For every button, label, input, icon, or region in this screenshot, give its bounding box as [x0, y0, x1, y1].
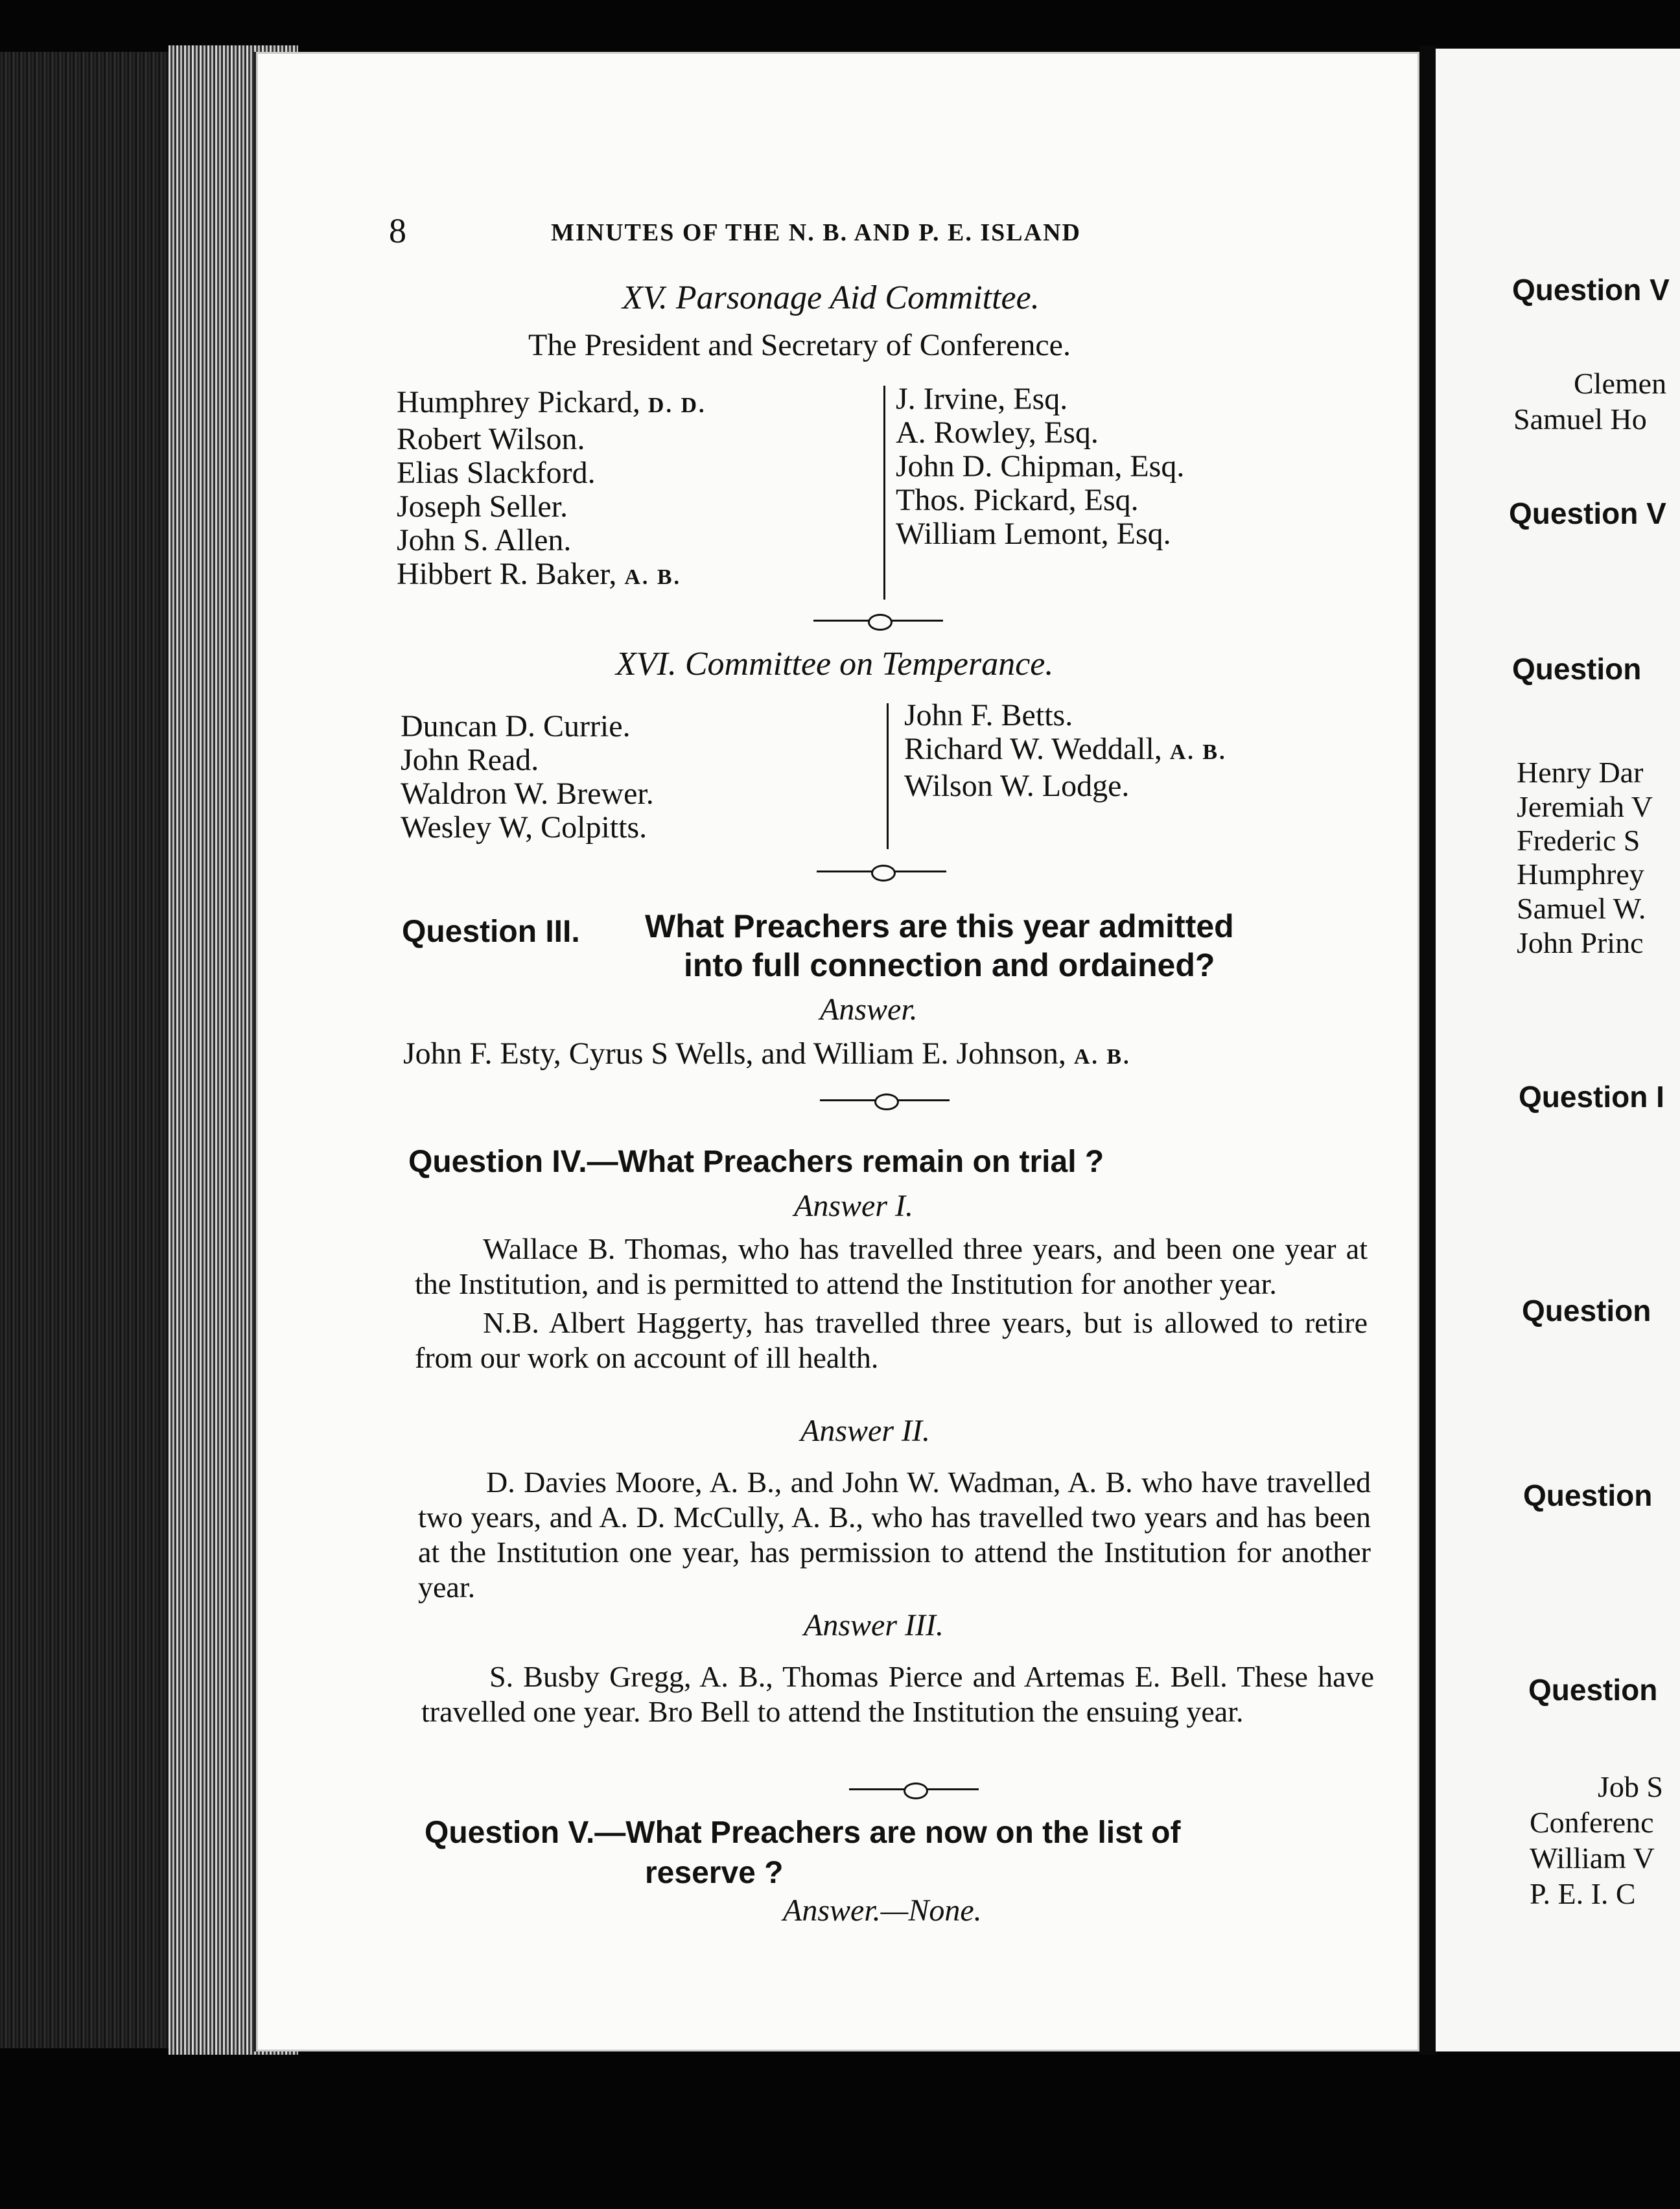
ornament-divider [813, 613, 943, 628]
list-item: Waldron W. Brewer. [401, 777, 654, 811]
right-page-line: Clemen [1574, 367, 1667, 400]
question-4-answer2-label: Answer II. [800, 1414, 930, 1448]
right-page-question: Question [1528, 1673, 1658, 1707]
question-5-line2: reserve ? [645, 1856, 784, 1890]
right-page-question: Question [1522, 1294, 1651, 1327]
list-item: Hibbert R. Baker, A. B. [397, 557, 682, 591]
page-number: 8 [389, 211, 406, 250]
right-page-question: Question [1512, 652, 1642, 686]
section-xv-left-list [397, 386, 706, 594]
paragraph: N.B. Albert Haggerty, has travelled three years, but is allowed to retire from our work on account of ill health. [415, 1306, 1368, 1374]
list-item: Robert Wilson. [397, 422, 585, 456]
section-xv-title: XV. Parsonage Aid Committee. [622, 279, 1040, 316]
right-page-question: Question I [1519, 1080, 1664, 1114]
right-page-line: Job S [1598, 1770, 1663, 1803]
question-4-answer1 [415, 1232, 1368, 1375]
question-5-line1: Question V.—What Preachers are now on the list of [425, 1816, 1181, 1850]
column-divider [883, 386, 885, 600]
list-item: Thos. Pickard, Esq. [896, 483, 1139, 517]
question-4-answer2 [418, 1465, 1371, 1605]
paragraph: S. Busby Gregg, A. B., Thomas Pierce and Artemas E. Bell. These have travelled one year. Bro Bell to attend the Institution the ensuing year. [421, 1660, 1374, 1728]
question-4-answer3-label: Answer III. [804, 1608, 944, 1642]
section-xvi-title: XVI. Committee on Temperance. [616, 646, 1054, 683]
question-3-line1: What Preachers are this year admitted [645, 908, 1234, 944]
right-page-question: Question [1523, 1479, 1653, 1512]
question-3-answer-label: Answer. [820, 992, 918, 1027]
question-3-label: Question III. [402, 915, 580, 949]
section-xvi-left-list [401, 710, 654, 845]
right-page-question: Question V [1512, 273, 1670, 307]
list-item: Joseph Seller. [397, 489, 568, 524]
section-xvi-right-list [904, 699, 1227, 803]
right-page-line: John Princ [1517, 926, 1644, 959]
list-item: William Lemont, Esq. [896, 517, 1171, 551]
ornament-divider [820, 1092, 950, 1108]
ornament-divider [849, 1781, 979, 1797]
list-item: Humphrey Pickard, D. D. [397, 385, 706, 419]
list-item: Richard W. Weddall, A. B. [904, 732, 1227, 766]
question-5-answer: Answer.—None. [783, 1893, 982, 1928]
question-4-answer3 [421, 1659, 1374, 1729]
right-page [1436, 49, 1680, 2051]
list-item: John F. Betts. [904, 698, 1073, 732]
ornament-divider [817, 863, 946, 879]
list-item: John S. Allen. [397, 523, 572, 557]
right-page-line: P. E. I. C [1530, 1877, 1636, 1910]
right-page-line: Henry Dar [1517, 756, 1644, 789]
list-item: Wesley W, Colpitts. [401, 810, 648, 845]
list-item: John Read. [401, 743, 539, 777]
right-page-line: Samuel Ho [1513, 403, 1647, 436]
book-gutter [1419, 45, 1436, 2055]
list-item: John D. Chipman, Esq. [896, 449, 1185, 484]
question-3-answer: John F. Esty, Cyrus S Wells, and William E. Johnson, A. B. [403, 1036, 1131, 1071]
question-3-line2: into full connection and ordained? [684, 947, 1215, 983]
right-page-line: Frederic S [1517, 824, 1640, 857]
question-4-title: Question IV.—What Preachers remain on trial ? [408, 1145, 1104, 1179]
right-page-line: William V [1530, 1841, 1655, 1875]
list-item: J. Irvine, Esq. [896, 382, 1068, 416]
list-item: A. Rowley, Esq. [896, 415, 1099, 450]
paragraph: D. Davies Moore, A. B., and John W. Wadman, A. B. who have travelled two years, and A. D. McCully, A. B., who has travelled two years and has been at the Institution one year, has permission to attend the Institution for another year. [418, 1466, 1371, 1604]
right-page-question: Question V [1509, 497, 1666, 530]
running-head: MINUTES OF THE N. B. AND P. E. ISLAND [551, 219, 1081, 246]
question-4-answer1-label: Answer I. [794, 1189, 913, 1223]
list-item: Duncan D. Currie. [401, 709, 631, 743]
page-header [389, 211, 1361, 256]
section-xv-right-list [896, 382, 1184, 551]
section-xv-subtitle: The President and Secretary of Conference. [528, 328, 1071, 362]
right-page-line: Samuel W. [1517, 892, 1646, 925]
right-page-line: Humphrey [1517, 858, 1644, 891]
right-page-line: Jeremiah V [1517, 790, 1653, 823]
list-item: Elias Slackford. [397, 456, 596, 490]
list-item: Wilson W. Lodge. [904, 769, 1130, 803]
paragraph: Wallace B. Thomas, who has travelled three years, and been one year at the Institution, and is permitted to attend the Institution for another year. [415, 1232, 1368, 1300]
column-divider [887, 703, 889, 849]
right-page-line: Conferenc [1530, 1806, 1654, 1839]
